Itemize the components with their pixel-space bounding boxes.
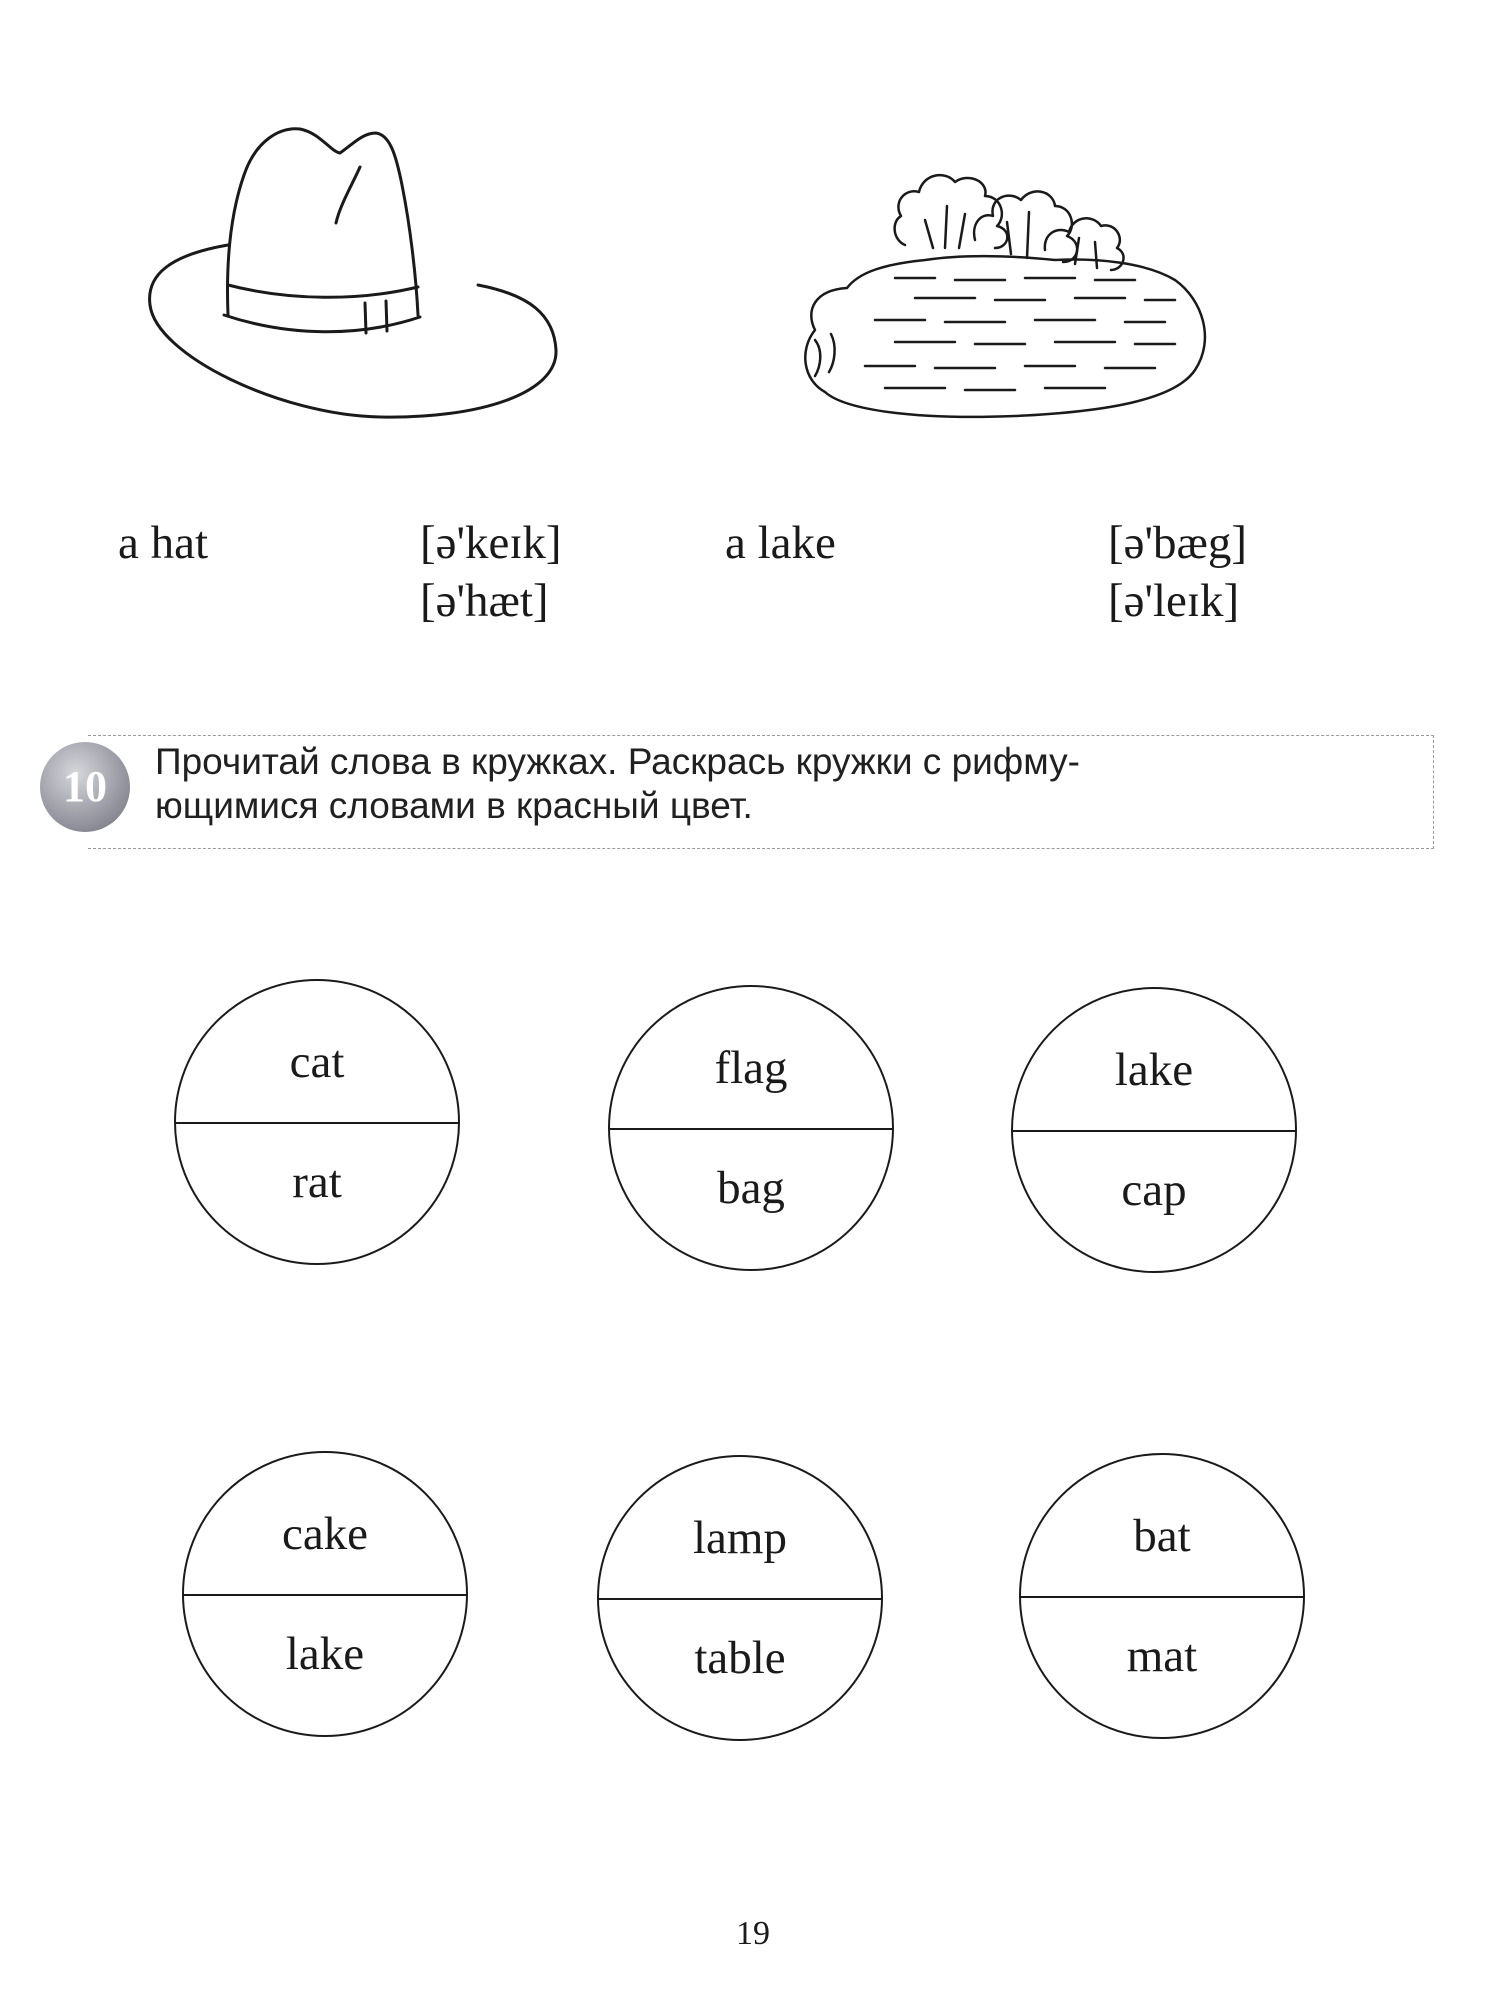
circle-top-word: flag <box>714 1042 788 1094</box>
circle-divider <box>599 1598 881 1600</box>
circle-bottom-word: lake <box>285 1628 365 1680</box>
circle-divider <box>610 1128 892 1130</box>
word-circle-6[interactable] <box>1019 1453 1305 1739</box>
hat-illustration <box>140 115 580 435</box>
circle-divider <box>1013 1130 1295 1132</box>
lake-illustration <box>775 130 1235 430</box>
word-lake: a lake <box>725 517 836 569</box>
circle-top-word: lamp <box>693 1512 787 1564</box>
word-circle-2[interactable] <box>608 985 894 1271</box>
word-hat: a hat <box>118 517 209 569</box>
circle-divider <box>1021 1596 1303 1598</box>
circle-bottom-word: cap <box>1121 1164 1187 1216</box>
word-circle-1[interactable] <box>174 979 460 1265</box>
word-circle-4[interactable] <box>182 1451 468 1737</box>
circle-bottom-word: mat <box>1126 1630 1198 1682</box>
circle-top-word: cake <box>281 1508 369 1560</box>
task-instruction-line-2: ющимися словами в красный цвет. <box>155 785 753 827</box>
task-instruction <box>155 740 1355 829</box>
transcription-bag: [ə'bæg] <box>1108 517 1247 569</box>
transcription-lake: [ə'leɪk] <box>1108 575 1240 627</box>
transcription-hat: [ə'hæt] <box>420 575 549 627</box>
circle-divider <box>184 1594 466 1596</box>
circle-divider <box>176 1122 458 1124</box>
transcription-cake: [ə'keɪk] <box>420 517 562 569</box>
circle-top-word: cat <box>289 1036 345 1088</box>
word-circle-3[interactable] <box>1011 987 1297 1273</box>
task-number-badge: 10 <box>40 742 130 832</box>
circle-bottom-word: rat <box>292 1156 342 1208</box>
circle-bottom-word: bag <box>717 1162 785 1214</box>
word-circle-5[interactable] <box>597 1455 883 1741</box>
circle-bottom-word: table <box>694 1632 786 1684</box>
circle-top-word: lake <box>1114 1044 1194 1096</box>
task-instruction-line-1: Прочитай слова в кружках. Раскрась кружки с рифму- <box>155 741 1080 782</box>
circle-top-word: bat <box>1133 1510 1191 1562</box>
page-number: 19 <box>736 1915 770 1952</box>
